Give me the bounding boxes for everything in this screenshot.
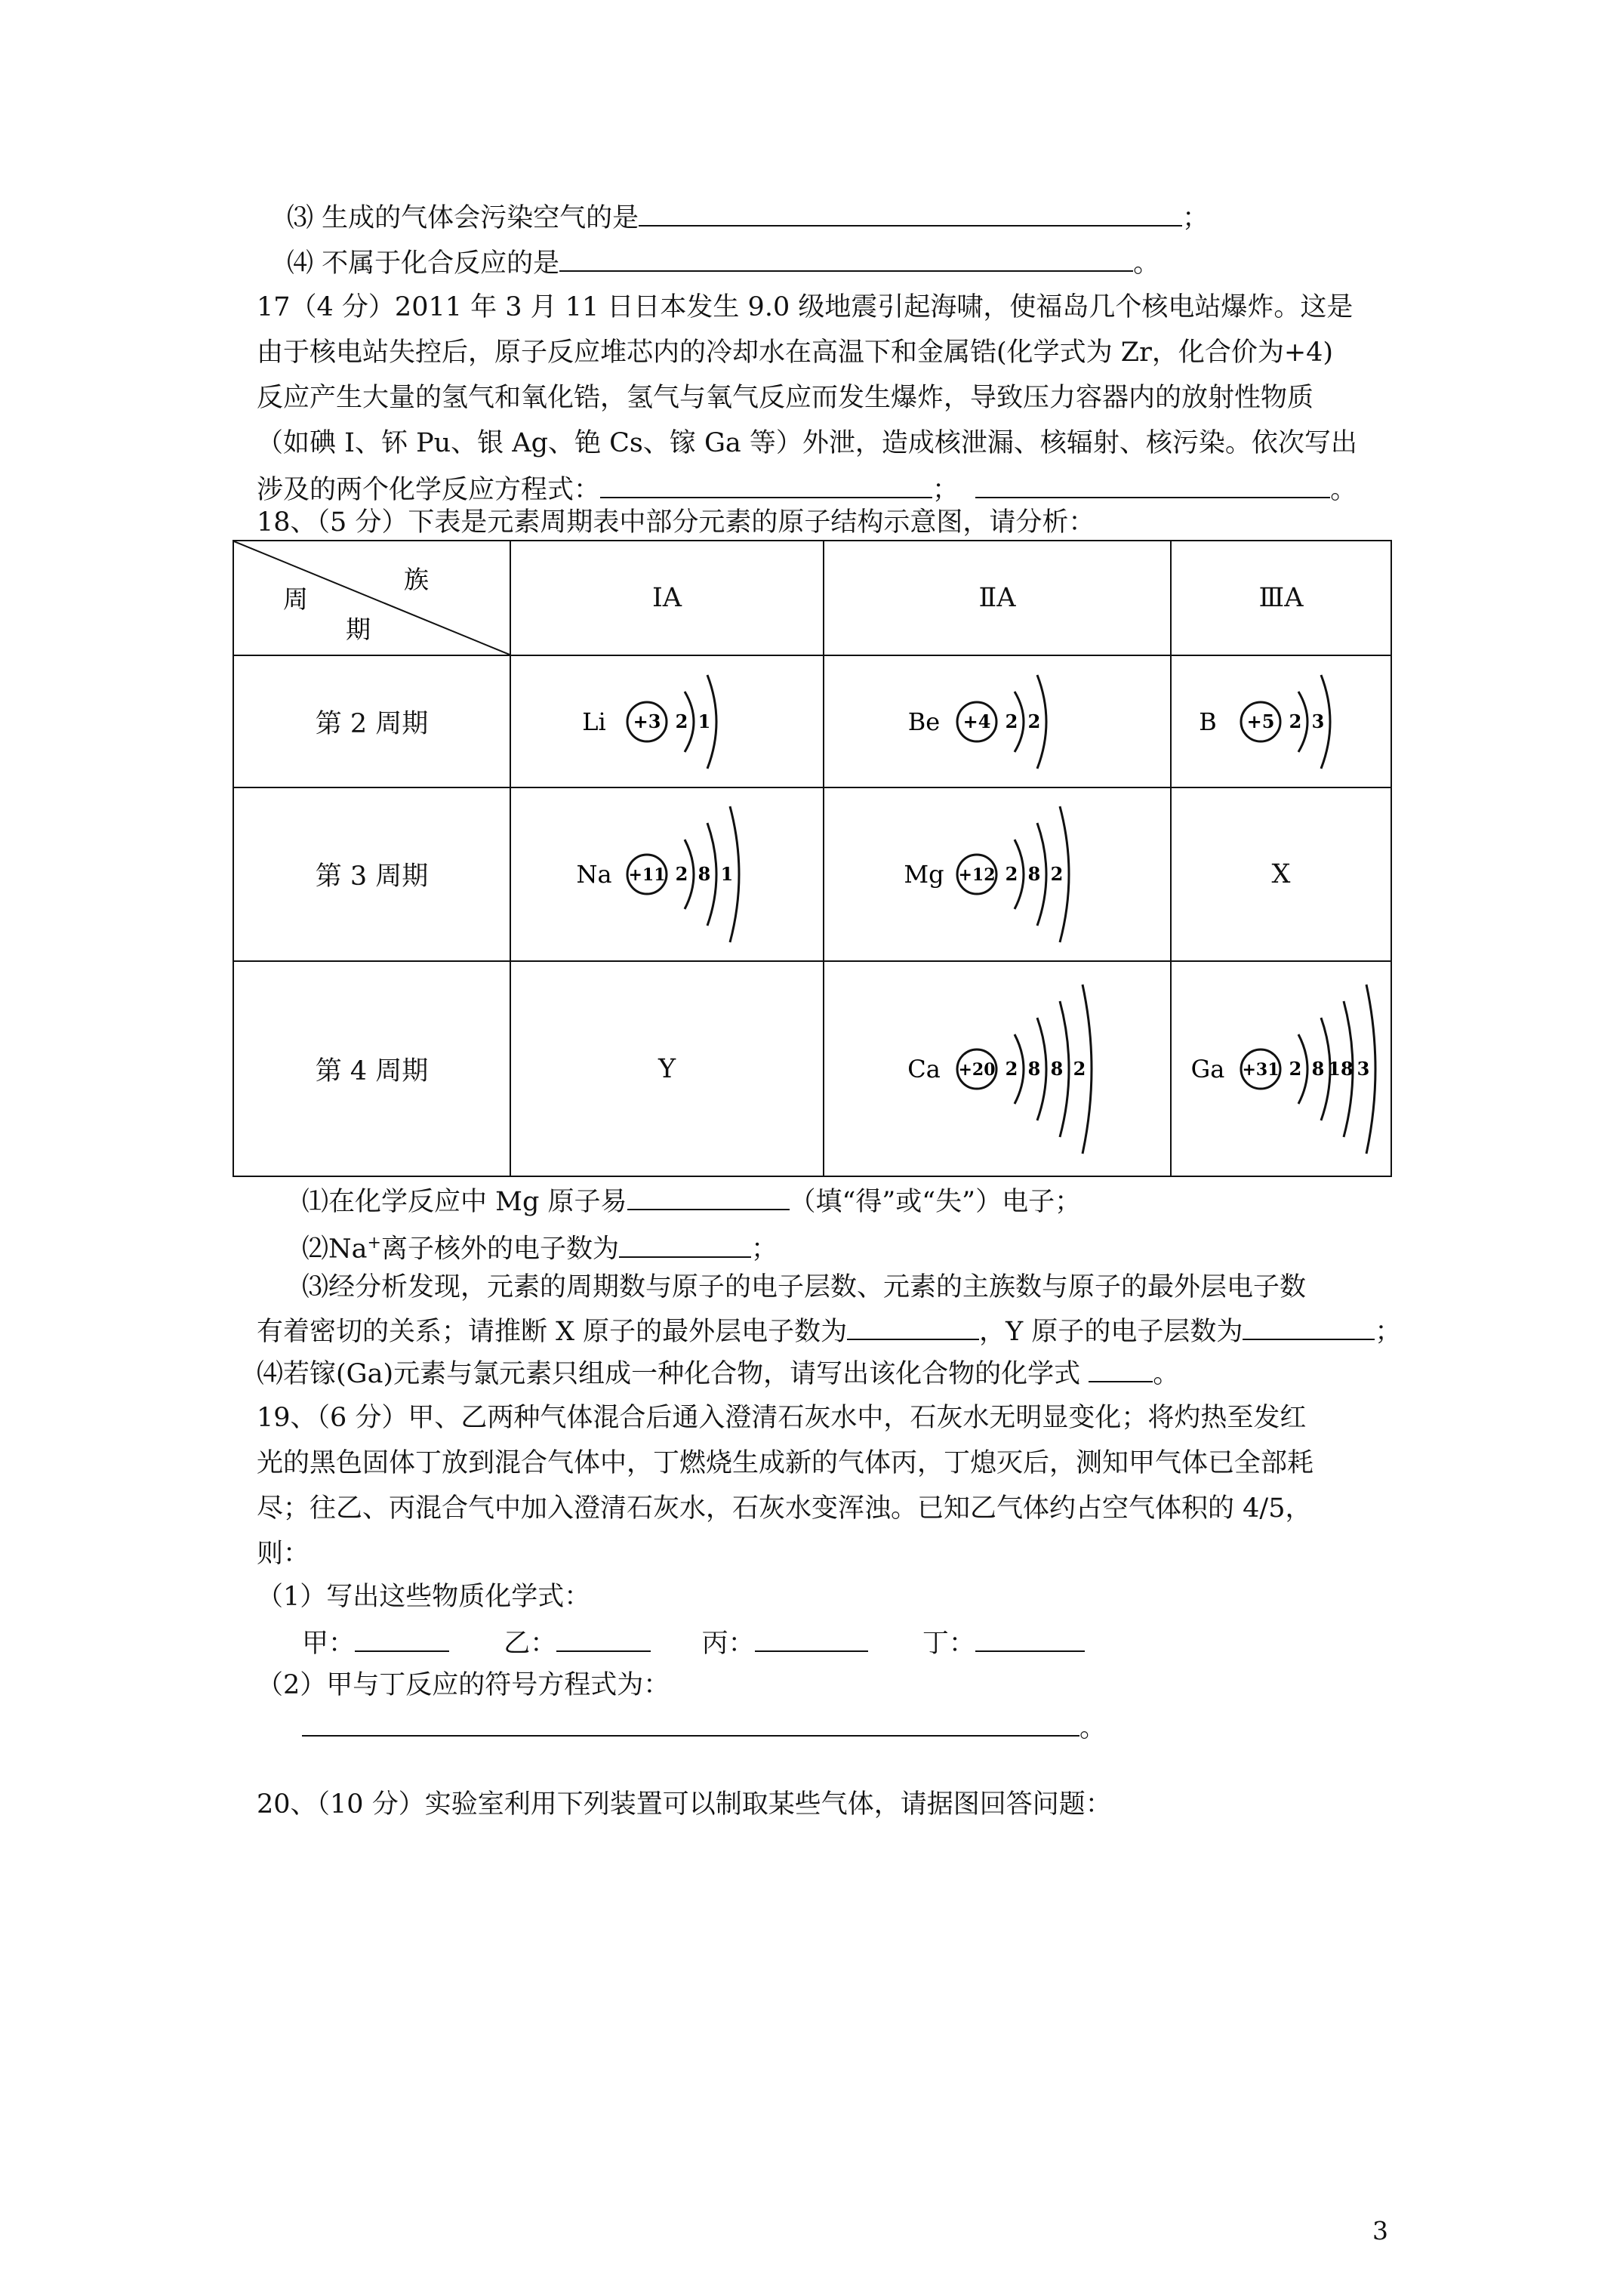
- nucleus-charge: +12: [958, 865, 996, 885]
- shell-electron-count: 2: [1050, 863, 1064, 885]
- q18-sub4: ⑷若镓(Ga)元素与氯元素只组成一种化合物，请写出该化合物的化学式 。: [257, 1354, 1179, 1393]
- cell-na: [510, 787, 824, 961]
- answer-blank[interactable]: [847, 1311, 979, 1340]
- q17-line4: （如碘 I、钚 Pu、银 Ag、铯 Cs、镓 Ga 等）外泄，造成核泄漏、核辐射、核污染。依次写出: [257, 428, 1357, 458]
- row-label-period-2: 第 2 周期: [233, 655, 510, 787]
- shell-electron-count: 2: [1289, 710, 1302, 732]
- element-symbol: Ca: [907, 1054, 941, 1083]
- q18-sub2: ⑵Na+离子核外的电子数为 ；: [302, 1225, 778, 1268]
- atom-diagram-na: [558, 794, 777, 955]
- column-header-iiia: ⅢA: [1171, 541, 1391, 655]
- answer-blank[interactable]: [975, 470, 1330, 498]
- element-symbol: Na: [575, 860, 612, 889]
- column-header-iia: ⅡA: [824, 541, 1171, 655]
- row-label-period-3: 第 3 周期: [233, 787, 510, 961]
- shell-electron-count: 1: [698, 710, 710, 732]
- row-label-period-4: 第 4 周期: [233, 961, 510, 1176]
- q18-sub3-line2: 有着密切的关系；请推断 X 原子的最外层电子数为 ，Y 原子的电子层数为 ；: [257, 1311, 1401, 1351]
- q19-line4: 则：: [257, 1539, 310, 1569]
- shell-electron-count: 8: [698, 863, 710, 885]
- shell-electron-count: 2: [1027, 710, 1041, 732]
- answer-blank[interactable]: [1089, 1354, 1153, 1382]
- atom-diagram-ga: [1172, 970, 1390, 1168]
- diagonal-line: [234, 541, 510, 655]
- q17-line5: 涉及的两个化学反应方程式： ； 。: [257, 470, 1357, 509]
- q16-item4: ⑷ 不属于化合反应的是 。: [287, 243, 1160, 282]
- answer-blank-jia[interactable]: [355, 1623, 449, 1652]
- cell-be: [824, 655, 1171, 787]
- q17-line2: 由于核电站失控后，原子反应堆芯内的冷却水在高温下和金属锆(化学式为 Zr，化合价为+4): [257, 337, 1334, 368]
- shell-electron-count: 2: [1005, 710, 1018, 732]
- answer-blank[interactable]: [302, 1708, 1079, 1737]
- nucleus-charge: +11: [627, 865, 666, 885]
- nucleus-charge: +5: [1246, 710, 1275, 732]
- answer-blank[interactable]: [619, 1229, 751, 1258]
- answer-blank[interactable]: [627, 1182, 790, 1210]
- q17-line1: 17（4 分）2011 年 3 月 11 日日本发生 9.0 级地震引起海啸，使福岛几个核电站爆炸。这是: [257, 292, 1354, 322]
- element-symbol: Mg: [904, 860, 944, 889]
- q18-intro: 18、（5 分）下表是元素周期表中部分元素的原子结构示意图，请分析：: [257, 507, 1095, 538]
- shell-electron-count: 3: [1311, 710, 1325, 732]
- nucleus-charge: +20: [958, 1059, 996, 1080]
- shell-electron-count: 2: [1073, 1057, 1086, 1080]
- cell-y: Y: [510, 961, 824, 1176]
- element-symbol: B: [1199, 707, 1217, 736]
- nucleus-charge: +4: [962, 710, 991, 732]
- shell-electron-count: 2: [675, 710, 688, 732]
- atom-diagram-mg: [888, 794, 1107, 955]
- shell-electron-count: 8: [1050, 1057, 1064, 1080]
- cell-ga: [1171, 961, 1391, 1176]
- answer-blank[interactable]: [600, 470, 932, 498]
- page-number: 3: [1372, 2216, 1388, 2245]
- cell-mg: [824, 787, 1171, 961]
- shell-electron-count: 8: [1027, 863, 1041, 885]
- cell-x: X: [1171, 787, 1391, 961]
- element-symbol: Ga: [1190, 1054, 1225, 1083]
- q19-line3: 尽；往乙、丙混合气中加入澄清石灰水，石灰水变浑浊。已知乙气体约占空气体积的 4/5，: [257, 1493, 1312, 1524]
- cell-b: [1171, 655, 1391, 787]
- answer-blank[interactable]: [559, 243, 1133, 272]
- shell-electron-count: 8: [1027, 1057, 1041, 1080]
- answer-blank[interactable]: [639, 198, 1182, 227]
- answer-blank-bing[interactable]: [755, 1623, 868, 1652]
- shell-electron-count: 18: [1328, 1057, 1354, 1080]
- periodic-table: [233, 540, 1392, 1177]
- shell-electron-count: 2: [1289, 1057, 1302, 1080]
- shell-electron-count: 1: [720, 863, 733, 885]
- nucleus-charge: +31: [1242, 1059, 1280, 1080]
- q19-sub1: （1）写出这些物质化学式：: [257, 1582, 591, 1612]
- q19-sub2: （2）甲与丁反应的符号方程式为：: [257, 1670, 670, 1700]
- q19-line1: 19、（6 分）甲、乙两种气体混合后通入澄清石灰水中，石灰水无明显变化；将灼热至发红: [257, 1403, 1307, 1433]
- q19-sub2-answer: 。: [302, 1708, 1106, 1747]
- header-period-b: 期: [346, 615, 371, 644]
- q19-line2: 光的黑色固体丁放到混合气体中，丁燃烧生成新的气体丙，丁熄灭后，测知甲气体已全部耗: [257, 1448, 1314, 1478]
- atom-diagram-be: [888, 659, 1107, 784]
- header-diagonal-cell: [233, 541, 510, 655]
- q18-sub1: ⑴在化学反应中 Mg 原子易 （填“得”或“失”）电子；: [302, 1182, 1081, 1221]
- element-symbol: Be: [907, 707, 941, 736]
- q19-formula-answers: 甲： 乙： 丙： 丁：: [302, 1623, 1085, 1663]
- diagonal-header-svg: [234, 541, 510, 655]
- column-header-ia: ⅠA: [510, 541, 824, 655]
- q20-line1: 20、（10 分）实验室利用下列装置可以制取某些气体，请据图回答问题：: [257, 1789, 1112, 1820]
- atom-diagram-b: [1172, 659, 1390, 784]
- shell-electron-count: 8: [1311, 1057, 1325, 1080]
- cell-li: [510, 655, 824, 787]
- answer-blank-ding[interactable]: [975, 1623, 1085, 1652]
- q16-item3: ⑶ 生成的气体会污染空气的是 ；: [287, 198, 1209, 237]
- atom-diagram-li: [558, 659, 777, 784]
- cell-ca: [824, 961, 1171, 1176]
- shell-electron-count: 2: [1005, 1057, 1018, 1080]
- shell-electron-count: 2: [675, 863, 688, 885]
- atom-diagram-ca: [888, 970, 1107, 1168]
- shell-electron-count: 3: [1357, 1057, 1370, 1080]
- q18-sub3-line1: ⑶经分析发现，元素的周期数与原子的电子层数、元素的主族数与原子的最外层电子数: [302, 1272, 1307, 1302]
- q17-line3: 反应产生大量的氢气和氧化锆，氢气与氧气反应而发生爆炸，导致压力容器内的放射性物质: [257, 383, 1314, 413]
- element-symbol: Li: [581, 707, 606, 736]
- header-period-a: 周: [283, 584, 308, 614]
- header-group: 族: [404, 565, 429, 594]
- answer-blank-yi[interactable]: [556, 1623, 651, 1652]
- shell-electron-count: 2: [1005, 863, 1018, 885]
- answer-blank[interactable]: [1243, 1311, 1375, 1340]
- nucleus-charge: +3: [633, 710, 661, 732]
